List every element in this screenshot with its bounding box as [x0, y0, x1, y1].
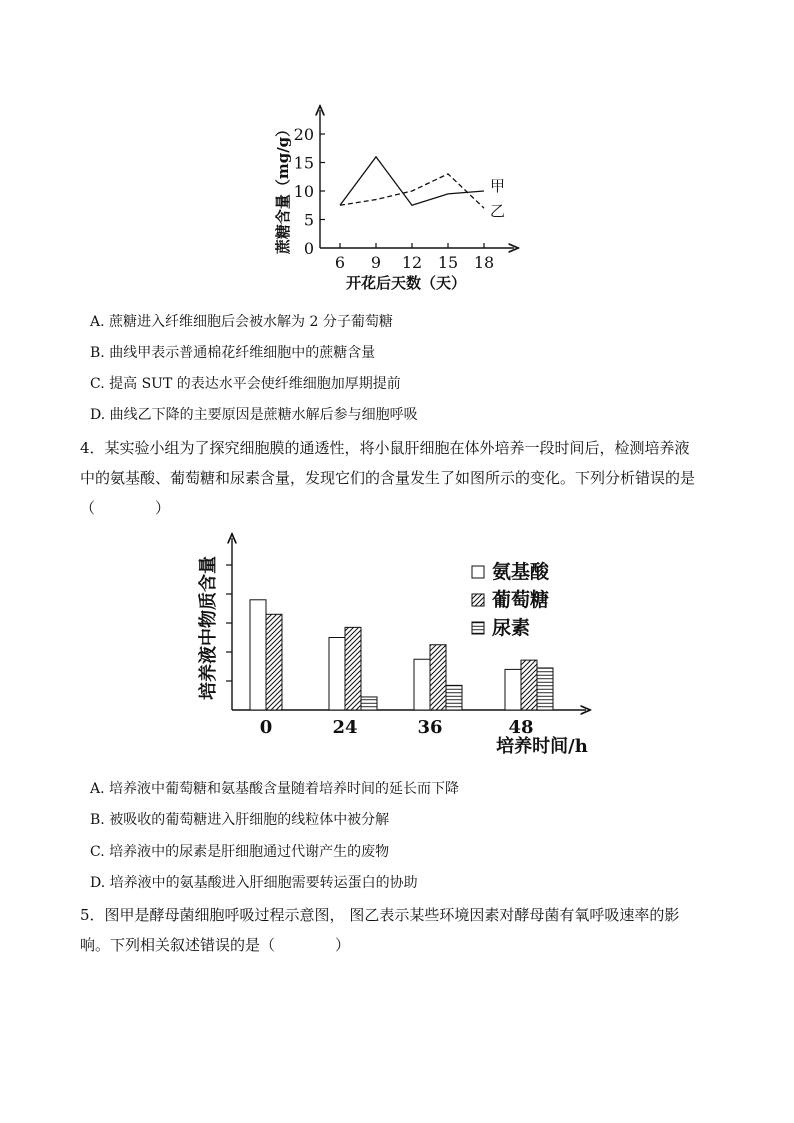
series-label-jia: 甲: [490, 177, 506, 195]
q4-option-b[interactable]: B. 被吸收的葡萄糖进入肝细胞的线粒体中被分解: [90, 812, 390, 828]
x-tick-label: 6: [334, 253, 346, 272]
bar-open-36: [414, 659, 430, 710]
q3-option-c[interactable]: C. 提高 SUT 的表达水平会使纤维细胞加厚期提前: [90, 376, 401, 392]
bar-open-48: [505, 669, 521, 710]
legend-label: 尿素: [492, 617, 531, 639]
culture-chart-svg: [196, 530, 606, 760]
y-tick-label: 20: [293, 125, 314, 144]
bar-diagonal-48: [521, 660, 537, 710]
bar-horizontal-24: [361, 697, 377, 710]
x-axis-label: 培养时间/h: [496, 736, 588, 757]
q3-option-a[interactable]: A. 蔗糖进入纤维细胞后会被水解为 2 分子葡萄糖: [90, 314, 393, 330]
q4-stem-line1: 4．某实验小组为了探究细胞膜的通透性，将小鼠肝细胞在体外培养一段时间后，检测培养液: [80, 439, 690, 457]
x-tick-label: 48: [508, 717, 534, 738]
legend-swatch-diagonal: [472, 594, 484, 606]
culture-bar-chart: [196, 530, 606, 760]
y-tick-label: 15: [293, 153, 314, 173]
legend-label: 葡萄糖: [492, 589, 550, 611]
q4-answer-blank: （ ）: [80, 499, 171, 517]
q4-stem-line2: 中的氨基酸、葡萄糖和尿素含量，发现它们的含量发生了如图所示的变化。下列分析错误的是: [80, 469, 696, 487]
bar-diagonal-24: [345, 627, 361, 710]
series-line-jia: [340, 157, 484, 205]
legend-label: 氨基酸: [492, 561, 550, 583]
q3-option-b[interactable]: B. 曲线甲表示普通棉花纤维细胞中的蔗糖含量: [90, 345, 376, 361]
x-axis-label: 开花后天数（天）: [345, 274, 467, 292]
bar-diagonal-0: [266, 614, 282, 710]
q4-option-a[interactable]: A. 培养液中葡萄糖和氨基酸含量随着培养时间的延长而下降: [90, 781, 460, 797]
q5-stem-line2: 响。下列相关叙述错误的是（ ）: [80, 936, 351, 954]
q4-option-c[interactable]: C. 培养液中的尿素是肝细胞通过代谢产生的废物: [90, 844, 390, 860]
q4-option-d[interactable]: D. 培养液中的氨基酸进入肝细胞需要转运蛋白的协助: [90, 875, 418, 891]
x-tick-label: 12: [401, 253, 423, 272]
bar-horizontal-48: [537, 668, 553, 710]
series-line-yi: [340, 174, 484, 208]
x-tick-label: 36: [417, 717, 443, 738]
q3-option-d[interactable]: D. 曲线乙下降的主要原因是蔗糖水解后参与细胞呼吸: [90, 407, 418, 423]
bar-open-24: [329, 638, 345, 711]
sucrose-line-chart: [262, 100, 524, 300]
y-axis-label: 蔗糖含量（mg/g）: [274, 121, 292, 255]
bar-horizontal-36: [446, 685, 462, 710]
legend-swatch-horizontal: [472, 622, 484, 634]
y-tick-label: 0: [303, 239, 314, 258]
y-axis-label: 培养液中物质含量: [198, 556, 219, 700]
x-tick-label: 18: [473, 253, 495, 272]
legend-swatch-open: [472, 566, 484, 578]
x-tick-label: 15: [437, 253, 459, 272]
sucrose-chart-svg: [262, 100, 524, 300]
q5-stem-line1: 5．图甲是酵母菌细胞呼吸过程示意图， 图乙表示某些环境因素对酵母菌有氧呼吸速率的影: [80, 906, 680, 924]
bar-open-0: [250, 600, 266, 710]
x-tick-label: 9: [370, 253, 382, 272]
bar-diagonal-36: [430, 645, 446, 710]
y-tick-label: 5: [303, 210, 314, 230]
series-label-yi: 乙: [490, 202, 506, 221]
x-tick-label: 0: [259, 717, 273, 738]
x-tick-label: 24: [332, 717, 358, 738]
y-tick-label: 10: [293, 182, 314, 201]
